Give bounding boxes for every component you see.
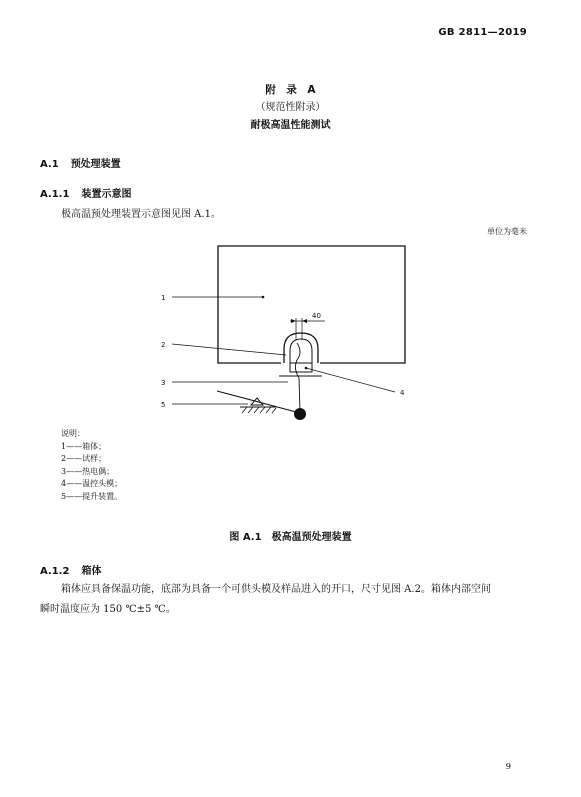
annex-name: 耐极高温性能测试 <box>250 120 331 131</box>
legend-title: 说明： <box>61 429 85 438</box>
callout-3: 3 <box>161 379 166 387</box>
section-a12-title: 箱体 <box>81 566 102 577</box>
paragraph-line: 瞬时温度应为 150 ℃±5 ℃。 <box>40 604 176 615</box>
legend-item: 3——热电偶； <box>61 466 115 476</box>
section-a11-title: 装置示意图 <box>81 189 132 200</box>
standard-code: GB 2811—2019 <box>438 27 527 38</box>
section-a11-number: A.1.1 <box>40 189 70 200</box>
section-a1-number: A.1 <box>40 159 59 170</box>
section-a12-number: A.1.2 <box>40 566 70 577</box>
unit-note: 单位为毫米 <box>487 227 527 236</box>
legend-item: 1——箱体； <box>61 441 107 451</box>
figure-caption: 图 A.1 极高温预处理装置 <box>229 532 352 543</box>
dimension-marker <box>290 318 325 340</box>
thermocouple-wire <box>295 343 300 411</box>
callout-1: 1 <box>161 294 166 302</box>
annex-title: 附 录 A <box>265 84 316 96</box>
callout-2: 2 <box>161 341 166 349</box>
head-form <box>279 333 322 376</box>
legend-item: 5——提升装置。 <box>61 491 123 501</box>
section-a11-text: 极高温预处理装置示意图见图 A.1。 <box>61 209 221 220</box>
page-number: 9 <box>505 762 511 772</box>
callout-5: 5 <box>161 401 166 409</box>
counterweight <box>294 408 306 420</box>
figure-legend <box>61 428 122 503</box>
dimension-label: 40 <box>312 312 321 320</box>
section-a1-title: 预处理装置 <box>70 159 121 170</box>
callout-4: 4 <box>400 389 405 397</box>
annex-subtitle: （规范性附录） <box>255 102 326 113</box>
legend-item: 2——试样； <box>61 454 107 463</box>
section-a12-paragraph <box>61 580 531 600</box>
legend-item: 4——温控头模； <box>61 479 123 488</box>
paragraph-line: 箱体应具备保温功能，底部为具备一个可供头模及样品进入的开口，尺寸见图 A.2。箱体内部空间 <box>61 584 491 595</box>
lifting-device <box>217 391 300 413</box>
section-a12-heading <box>40 562 101 577</box>
